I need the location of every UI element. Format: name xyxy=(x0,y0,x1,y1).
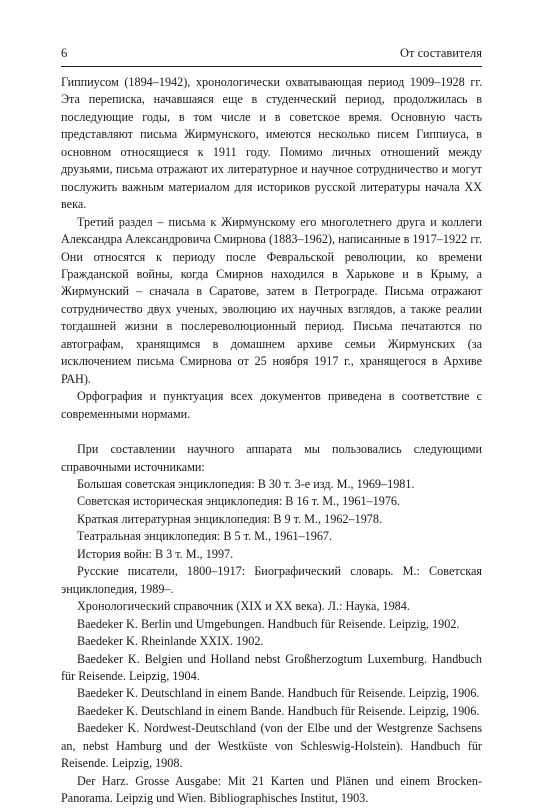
source-item: Der Harz. Grosse Ausgabe: Mit 21 Karten und Plänen und einem Brocken-Panorama. Leipzig und Wien. Bibliographisches Institut, 1903. xyxy=(61,773,482,806)
paragraph-gippius: Гиппиусом (1894–1942), хронологически охватывающая период 1909–1928 гг. Эта переписка, начавшаяся еще в студенческий период, продолжилась в последующие годы, в том числе и в советское время. Основную часть представляют письма Жирмунского, имеются несколько писем Гиппиуса, в основном относящиеся к 1911 году. Помимо личных отношений между друзьями, письма отражают их литературное и научное сотрудничество и могут послужить важным материалом для историков русской литературы начала XX века. xyxy=(61,75,482,212)
source-item: История войн: В 3 т. М., 1997. xyxy=(77,546,234,561)
source-item: Baedeker K. Berlin und Umgebungen. Handbuch für Reisende. Leipzig, 1902. xyxy=(77,616,460,631)
paragraph-smirnov: Третий раздел – письма к Жирмунскому его многолетнего друга и коллеги Александра Александровича Смирнова (1883–1962), написанные в 1917–1922 гг. Они относятся к периоду после Февральской революции, ко времени Гражданской войны, когда Смирнов находился в Харькове и в Крыму, а Жирмунский – сначала в Саратове, затем в Петрограде. Письма отражают сотрудничество двух ученых, эволюцию их научных взглядов, а также реалии тогдашней жизни в послереволюционный период. Письма печатаются по автографам, хранящимся в домашнем архиве семьи Жирмунских (за исключением письма Смирнова от 25 ноября 1917 г., хранящегося в Архиве РАН). xyxy=(61,214,482,386)
main-text xyxy=(61,74,482,808)
paragraph-orthography: Орфография и пунктуация всех документов приведена в соответствие с современными нормами. xyxy=(61,389,482,421)
source-item: Baedeker K. Deutschland in einem Bande. Handbuch für Reisende. Leipzig, 1906. xyxy=(77,686,480,701)
page-header xyxy=(61,44,482,62)
source-item: Большая советская энциклопедия: В 30 т. 3-е изд. М., 1969–1981. xyxy=(77,476,415,491)
source-item: Baedeker K. Rheinlande XXIX. 1902. xyxy=(77,634,264,649)
source-item: Театральная энциклопедия: В 5 т. М., 1961–1967. xyxy=(77,529,333,544)
running-title: От составителя xyxy=(399,46,482,60)
source-item: Baedeker K. Deutschland in einem Bande. Handbuch für Reisende. Leipzig, 1906. xyxy=(77,703,480,718)
source-item: Baedeker K. Nordwest-Deutschland (von der Elbe und der Westgrenze Sachsens an, nebst Hamburg und der Westküste von Schleswig-Holstein). Handbuch für Reisende. Leipzig, 1908. xyxy=(61,721,482,771)
source-item: Русские писатели, 1800–1917: Биографический словарь. М.: Советская энциклопедия, 1989–. xyxy=(61,564,482,596)
source-item: Краткая литературная энциклопедия: В 9 т. М., 1962–1978. xyxy=(77,511,383,526)
source-item: Советская историческая энциклопедия: В 16 т. М., 1961–1976. xyxy=(77,494,401,509)
page-number: 6 xyxy=(61,46,68,60)
sources-list xyxy=(61,476,482,808)
source-item: Хронологический справочник (XIX и XX века). Л.: Наука, 1984. xyxy=(77,599,410,614)
paragraph-sources-intro: При составлении научного аппарата мы пользовались следующими справочными источниками: xyxy=(61,442,482,474)
paragraph-gap xyxy=(61,423,482,441)
source-item: Baedeker K. Belgien und Holland nebst Großherzogtum Luxemburg. Handbuch für Reisende. Leipzig, 1904. xyxy=(61,651,482,683)
header-rule xyxy=(61,66,482,67)
